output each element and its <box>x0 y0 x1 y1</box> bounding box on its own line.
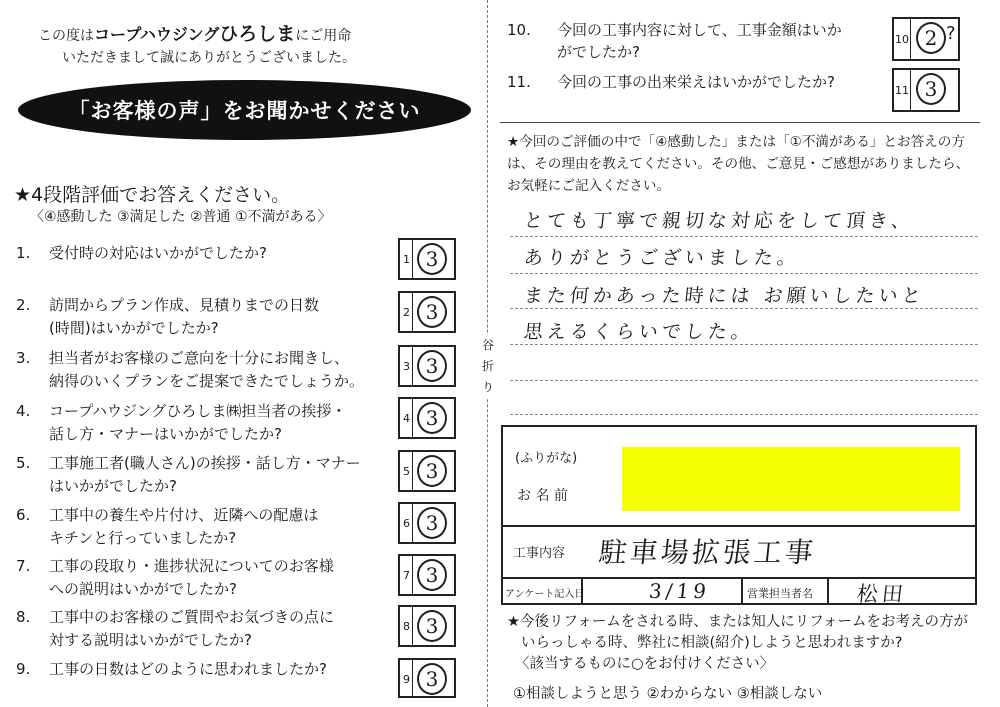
fold-label-char: 折 <box>481 359 494 373</box>
answer-box-11[interactable] <box>892 68 960 112</box>
box-number: 3 <box>403 360 410 373</box>
question-6 <box>16 504 406 550</box>
name-label: お 名 前 <box>517 488 568 504</box>
redacted-name-field <box>622 447 960 511</box>
circled-answer: 3 <box>417 455 447 487</box>
question-8 <box>16 606 406 652</box>
question-7 <box>16 555 406 601</box>
box-number: 4 <box>403 412 410 425</box>
question-number: 2. <box>16 296 31 314</box>
question-number: 1. <box>16 244 31 262</box>
staff-value: 松田 <box>855 582 909 606</box>
question-number: 3. <box>16 349 31 367</box>
question-text-2: 対する説明はいかがでしたか? <box>49 631 252 649</box>
answer-box-5[interactable] <box>398 450 456 492</box>
fold-label <box>480 335 496 398</box>
question-number: 11. <box>507 73 531 91</box>
answer-box-10[interactable] <box>892 17 960 61</box>
circled-answer: 3 <box>417 402 447 434</box>
circled-answer: 3 <box>417 350 447 382</box>
question-number: 5. <box>16 454 31 472</box>
circled-answer: 3 <box>417 243 447 275</box>
box-number: 6 <box>403 517 410 530</box>
date-label: アンケート記入日 <box>505 589 585 600</box>
box-number: 2 <box>403 306 410 319</box>
box-number: 8 <box>403 620 410 633</box>
ruled-line <box>510 273 978 274</box>
question-number: 6. <box>16 506 31 524</box>
referral-question-1: ★今後リフォームをされる時、または知人にリフォームをお考えの方が <box>507 614 969 630</box>
brand-sub: ひろしま <box>219 23 296 45</box>
comment-line-1: とても丁寧で親切な対応をして頂き、 <box>522 210 916 232</box>
answer-box-4[interactable] <box>398 397 456 439</box>
circled-answer: 3 <box>417 610 447 642</box>
box-number: 10 <box>895 33 909 46</box>
comment-line-2: ありがとうございました。 <box>522 247 802 269</box>
question-number: 8. <box>16 608 31 626</box>
ruled-line <box>510 380 978 381</box>
ruled-line <box>510 344 978 345</box>
box-number: 1 <box>403 253 410 266</box>
question-text-2: キチンと行っていましたか? <box>49 529 237 547</box>
question-text: コープハウジングひろしま㈱担当者の挨拶・ <box>49 402 347 420</box>
question-text: 工事中の養生や片付け、近隣への配慮は <box>49 506 319 524</box>
answer-box-7[interactable] <box>398 554 456 596</box>
answer-box-9[interactable] <box>398 658 456 698</box>
question-1 <box>16 242 406 265</box>
brand-name: コープハウジング <box>94 25 220 44</box>
answer-box-6[interactable] <box>398 502 456 544</box>
question-text: 工事の日数はどのように思われましたか? <box>49 660 327 678</box>
fold-label-char: り <box>481 380 494 394</box>
question-text-2: 話し方・マナーはいかがでしたか? <box>49 425 282 443</box>
rating-legend: 〈④感動した ③満足した ②普通 ①不満がある〉 <box>30 209 332 225</box>
referral-options: ①相談しようと思う ②わからない ③相談しない <box>513 686 823 702</box>
answer-box-1[interactable] <box>398 238 456 280</box>
banner <box>18 80 471 140</box>
fold-label-char: 谷 <box>481 338 494 352</box>
intro-suffix: にご用命 <box>295 28 352 44</box>
referral-question-3: 〈該当するものに○をお付けください〉 <box>515 656 775 672</box>
question-number: 7. <box>16 557 31 575</box>
question-mark-note: ? <box>946 23 956 44</box>
referral-question-2: いらっしゃる時、弊社に相談(紹介)しようと思われますか? <box>521 635 903 651</box>
circled-answer: 2 <box>916 22 946 54</box>
question-number: 10. <box>507 21 531 39</box>
question-5 <box>16 452 406 498</box>
question-text: 担当者がお客様のご意向を十分にお聞きし、 <box>49 349 350 367</box>
question-text: 今回の工事内容に対して、工事金額はいか <box>557 21 842 39</box>
question-number: 9. <box>16 660 31 678</box>
furigana-label: (ふりがな) <box>515 451 578 466</box>
intro-prefix: この度は <box>38 28 94 44</box>
work-value: 駐車場拡張工事 <box>597 536 818 569</box>
intro-line-1 <box>38 24 351 46</box>
question-2 <box>16 294 406 340</box>
box-number: 9 <box>403 673 410 686</box>
staff-label: 営業担当者名 <box>747 587 813 600</box>
answer-box-8[interactable] <box>398 605 456 647</box>
question-10 <box>507 19 887 63</box>
question-text-2: はいかがでしたか? <box>49 477 177 495</box>
answer-box-2[interactable] <box>398 291 456 333</box>
box-number: 7 <box>403 569 410 582</box>
question-text: 工事の段取り・進捗状況についてのお客様 <box>49 557 334 575</box>
ruled-line <box>510 414 978 415</box>
date-value: 3/19 <box>647 579 712 603</box>
intro-line-2: いただきまして誠にありがとうございました。 <box>62 50 356 66</box>
circled-answer: 3 <box>417 296 447 328</box>
question-text-2: 納得のいくプランをご提案できたでしょうか。 <box>49 372 365 390</box>
question-11 <box>507 71 887 93</box>
question-number: 4. <box>16 402 31 420</box>
question-text-2: (時間)はいかがでしたか? <box>49 319 219 337</box>
box-number: 5 <box>403 465 410 478</box>
question-9 <box>16 658 406 681</box>
work-label: 工事内容 <box>513 546 566 561</box>
question-text: 工事施工者(職人さん)の挨拶・話し方・マナー <box>49 454 361 472</box>
banner-title: 「お客様の声」をお聞かせください <box>68 99 421 123</box>
divider <box>500 122 980 123</box>
rating-heading: ★4段階評価でお答えください。 <box>14 184 291 206</box>
question-text: 工事中のお客様のご質問やお気づきの点に <box>49 608 335 626</box>
question-text: 今回の工事の出来栄えはいかがでしたか? <box>557 73 835 91</box>
comment-instructions: ★今回のご評価の中で「④感動した」または「①不満がある」とお答えの方は、その理由を教えてください。その他、ご意見・ご感想がありましたら、お気軽にご記入ください。 <box>507 134 970 194</box>
comment-line-3: また何かあった時には お願いしたいと <box>522 285 926 307</box>
comment-line-4: 思えるくらいでした。 <box>522 321 756 343</box>
answer-box-3[interactable] <box>398 345 456 387</box>
ruled-line <box>510 308 978 309</box>
question-text: 受付時の対応はいかがでしたか? <box>49 244 267 262</box>
box-number: 11 <box>895 84 909 97</box>
question-text: 訪問からプラン作成、見積りまでの日数 <box>49 296 320 314</box>
circled-answer: 3 <box>916 73 946 105</box>
ruled-line <box>510 236 978 237</box>
question-4 <box>16 400 406 446</box>
circled-answer: 3 <box>417 559 447 591</box>
circled-answer: 3 <box>417 507 447 539</box>
circled-answer: 3 <box>417 663 447 695</box>
question-text-2: への説明はいかがでしたか? <box>49 580 237 598</box>
question-3 <box>16 347 406 393</box>
question-text-2: がでしたか? <box>557 43 640 61</box>
